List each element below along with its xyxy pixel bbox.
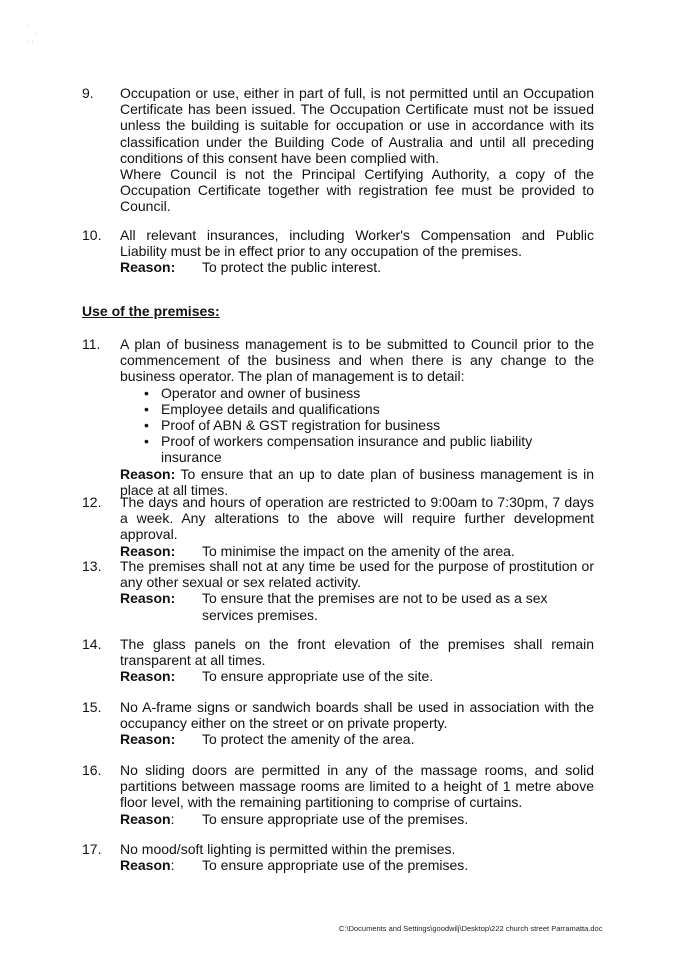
reason-line (120, 590, 594, 622)
condition-number: 10. (82, 227, 102, 243)
reason-line (120, 668, 594, 684)
condition-text: No sliding doors are permitted in any of the massage rooms, and solid partitions between massage rooms are limited to a height of 1 metre above floor level, with the remaining partitioning to comprise of curtains. (120, 762, 594, 811)
reason-text: To ensure that the premises are not to be used as a sex services premises. (202, 590, 548, 623)
condition-11 (82, 336, 594, 498)
bullet-item: • Employee details and qualifications (144, 401, 594, 417)
reason-label: Reason: (120, 465, 176, 482)
reason-text: To protect the public interest. (202, 259, 381, 276)
bullet-item: • Operator and owner of business (144, 385, 594, 401)
condition-number: 15. (82, 699, 102, 715)
reason-text: To ensure that an up to date plan of business management is in place at all times. (120, 465, 595, 498)
condition-text: No mood/soft lighting is permitted within the premises. (120, 841, 456, 857)
reason-text: To ensure appropriate use of the site. (202, 668, 434, 685)
condition-text: No A-frame signs or sandwich boards shall be used in association with the occupancy either on the street or on private property. (120, 699, 594, 732)
reason-text: To minimise the impact on the amenity of the area. (202, 542, 515, 559)
condition-number: 13. (82, 558, 102, 574)
bullet-list (120, 385, 594, 466)
reason-text: To ensure appropriate use of the premises. (202, 810, 469, 827)
reason-colon: : (170, 857, 175, 874)
condition-text: The premises shall not at any time be used for the purpose of prostitution or any other sexual or sex related activity. (120, 558, 594, 591)
reason-text: To protect the amenity of the area. (202, 731, 415, 748)
condition-number: 14. (82, 636, 102, 652)
condition-text: All relevant insurances, including Worker's Compensation and Public Liability must be in effect prior to any occupation of the premises. (120, 227, 594, 260)
condition-text: The glass panels on the front elevation of the premises shall remain transparent at all times. (120, 636, 594, 669)
condition-12 (82, 494, 594, 559)
reason-colon: : (170, 810, 175, 827)
condition-10 (82, 227, 594, 276)
section-heading: Use of the premises: (82, 303, 220, 319)
bullet-item: • Proof of workers compensation insurance and public liability insurance (144, 433, 594, 465)
scan-specks: · · · · (28, 23, 37, 45)
condition-14 (82, 636, 594, 685)
bullet-item: • Proof of ABN & GST registration for business (144, 417, 594, 433)
reason-text: To ensure appropriate use of the premises. (202, 857, 469, 874)
reason-label: Reason: (120, 668, 176, 685)
reason-label-group (120, 811, 202, 827)
condition-number: 16. (82, 762, 102, 778)
reason-label: Reason: (120, 542, 176, 559)
condition-number: 12. (82, 494, 102, 510)
condition-text: Where Council is not the Principal Certifying Authority, a copy of the Occupation Certificate together with registration fee must be provided to Council. (120, 166, 594, 215)
condition-13 (82, 558, 594, 623)
reason-label: Reason: (120, 259, 176, 276)
condition-17 (82, 841, 594, 873)
condition-number: 17. (82, 841, 102, 857)
reason-line (120, 811, 594, 827)
condition-15 (82, 699, 594, 748)
condition-text: The days and hours of operation are restricted to 9:00am to 7:30pm, 7 days a week. Any alterations to the above will require further development approval. (120, 494, 594, 543)
condition-16 (82, 762, 594, 827)
footer-file-path: C:\Documents and Settings\goodwilj\Desktop\222 church street Parramatta.doc (339, 924, 603, 933)
reason-label: Reason: (120, 590, 176, 607)
reason-line (120, 731, 594, 747)
reason-label: Reason (120, 810, 171, 827)
condition-9 (82, 85, 594, 215)
reason-line (120, 857, 594, 873)
reason-line (120, 543, 594, 559)
condition-number: 9. (82, 85, 94, 101)
condition-text: Occupation or use, either in part of full, is not permitted until an Occupation Certificate has been issued. The Occupation Certificate must not be issued unless the building is suitable for occupation or use in accordance with its classification under the Building Code of Australia and until all preceding conditions of this consent have been complied with. (120, 85, 594, 166)
reason-label-group (120, 857, 202, 873)
reason-line (120, 259, 594, 275)
condition-number: 11. (82, 336, 101, 352)
condition-text: A plan of business management is to be submitted to Council prior to the commencement of the business and when there is any change to the business operator. The plan of management is to detail: (120, 336, 594, 385)
reason-label: Reason: (120, 731, 176, 748)
reason-label: Reason (120, 857, 171, 874)
